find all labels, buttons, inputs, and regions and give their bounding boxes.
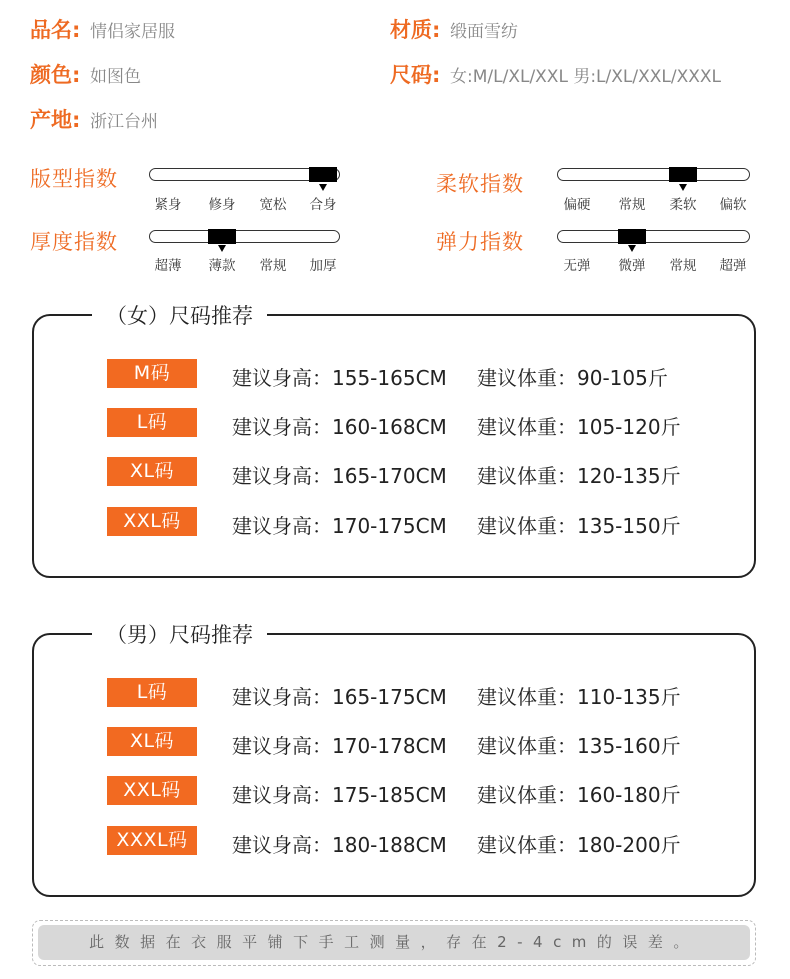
height-text: 建议身高：170-175CM bbox=[232, 514, 447, 538]
size-tag: XXL码 bbox=[107, 507, 197, 536]
fit-tick: 合身 bbox=[309, 197, 337, 213]
softness-index-bar bbox=[557, 168, 750, 181]
elasticity-index-bar bbox=[557, 230, 750, 243]
fit-index-pointer bbox=[319, 184, 327, 191]
size-tag: L码 bbox=[107, 408, 197, 437]
size-label: 尺码: bbox=[390, 63, 441, 87]
softness-tick: 柔软 bbox=[669, 197, 697, 213]
elasticity-index-marker bbox=[618, 229, 646, 244]
softness-index-label: 柔软指数 bbox=[436, 172, 524, 196]
elasticity-index-pointer bbox=[628, 245, 636, 252]
weight-text: 建议体重：135-160斤 bbox=[477, 734, 681, 758]
thickness-index-label: 厚度指数 bbox=[30, 230, 118, 254]
men-size-title-wrap bbox=[92, 619, 267, 649]
softness-tick: 偏硬 bbox=[563, 197, 591, 213]
men-size-title: （男）尺码推荐 bbox=[106, 623, 253, 647]
women-size-title: （女）尺码推荐 bbox=[106, 304, 253, 328]
elasticity-tick: 微弹 bbox=[618, 258, 646, 274]
fit-tick: 紧身 bbox=[154, 197, 182, 213]
name-label: 品名: bbox=[30, 18, 81, 42]
height-text: 建议身高：160-168CM bbox=[232, 415, 447, 439]
thickness-tick: 超薄 bbox=[154, 258, 182, 274]
elasticity-tick: 常规 bbox=[669, 258, 697, 274]
height-text: 建议身高：180-188CM bbox=[232, 833, 447, 857]
softness-index-pointer bbox=[679, 184, 687, 191]
size-tag: XL码 bbox=[107, 457, 197, 486]
weight-text: 建议体重：135-150斤 bbox=[477, 514, 681, 538]
name-value: 情侣家居服 bbox=[90, 22, 175, 42]
fit-index-label: 版型指数 bbox=[30, 167, 118, 191]
color-label: 颜色: bbox=[30, 63, 81, 87]
material-label: 材质: bbox=[390, 18, 441, 42]
thickness-tick: 薄款 bbox=[208, 258, 236, 274]
origin-value: 浙江台州 bbox=[90, 112, 158, 132]
thickness-index-bar bbox=[149, 230, 340, 243]
fit-tick: 修身 bbox=[208, 197, 236, 213]
origin-label: 产地: bbox=[30, 108, 81, 132]
softness-tick: 偏软 bbox=[719, 197, 747, 213]
weight-text: 建议体重：180-200斤 bbox=[477, 833, 681, 857]
softness-index-marker bbox=[669, 167, 697, 182]
weight-text: 建议体重：105-120斤 bbox=[477, 415, 681, 439]
weight-text: 建议体重：90-105斤 bbox=[477, 366, 668, 390]
material-value: 缎面雪纺 bbox=[450, 22, 518, 42]
size-value: 女:M/L/XL/XXL 男:L/XL/XXL/XXXL bbox=[450, 67, 722, 87]
thickness-tick: 加厚 bbox=[309, 258, 337, 274]
fit-tick: 宽松 bbox=[259, 197, 287, 213]
height-text: 建议身高：175-185CM bbox=[232, 783, 447, 807]
women-size-title-wrap bbox=[92, 300, 267, 330]
thickness-index-marker bbox=[208, 229, 236, 244]
size-tag: XL码 bbox=[107, 727, 197, 756]
size-tag: XXXL码 bbox=[107, 826, 197, 855]
size-tag: XXL码 bbox=[107, 776, 197, 805]
thickness-index-pointer bbox=[218, 245, 226, 252]
thickness-tick: 常规 bbox=[259, 258, 287, 274]
color-value: 如图色 bbox=[90, 67, 141, 87]
size-tag: M码 bbox=[107, 359, 197, 388]
height-text: 建议身高：155-165CM bbox=[232, 366, 447, 390]
elasticity-tick: 无弹 bbox=[563, 258, 591, 274]
height-text: 建议身高：170-178CM bbox=[232, 734, 447, 758]
footer-note: 此数据在衣服平铺下手工测量，存在2-4cm的误差。 bbox=[89, 933, 699, 951]
elasticity-tick: 超弹 bbox=[719, 258, 747, 274]
height-text: 建议身高：165-175CM bbox=[232, 685, 447, 709]
weight-text: 建议体重：120-135斤 bbox=[477, 464, 681, 488]
elasticity-index-label: 弹力指数 bbox=[436, 230, 524, 254]
fit-index-marker bbox=[309, 167, 337, 182]
size-tag: L码 bbox=[107, 678, 197, 707]
height-text: 建议身高：165-170CM bbox=[232, 464, 447, 488]
weight-text: 建议体重：110-135斤 bbox=[477, 685, 681, 709]
weight-text: 建议体重：160-180斤 bbox=[477, 783, 681, 807]
softness-tick: 常规 bbox=[618, 197, 646, 213]
